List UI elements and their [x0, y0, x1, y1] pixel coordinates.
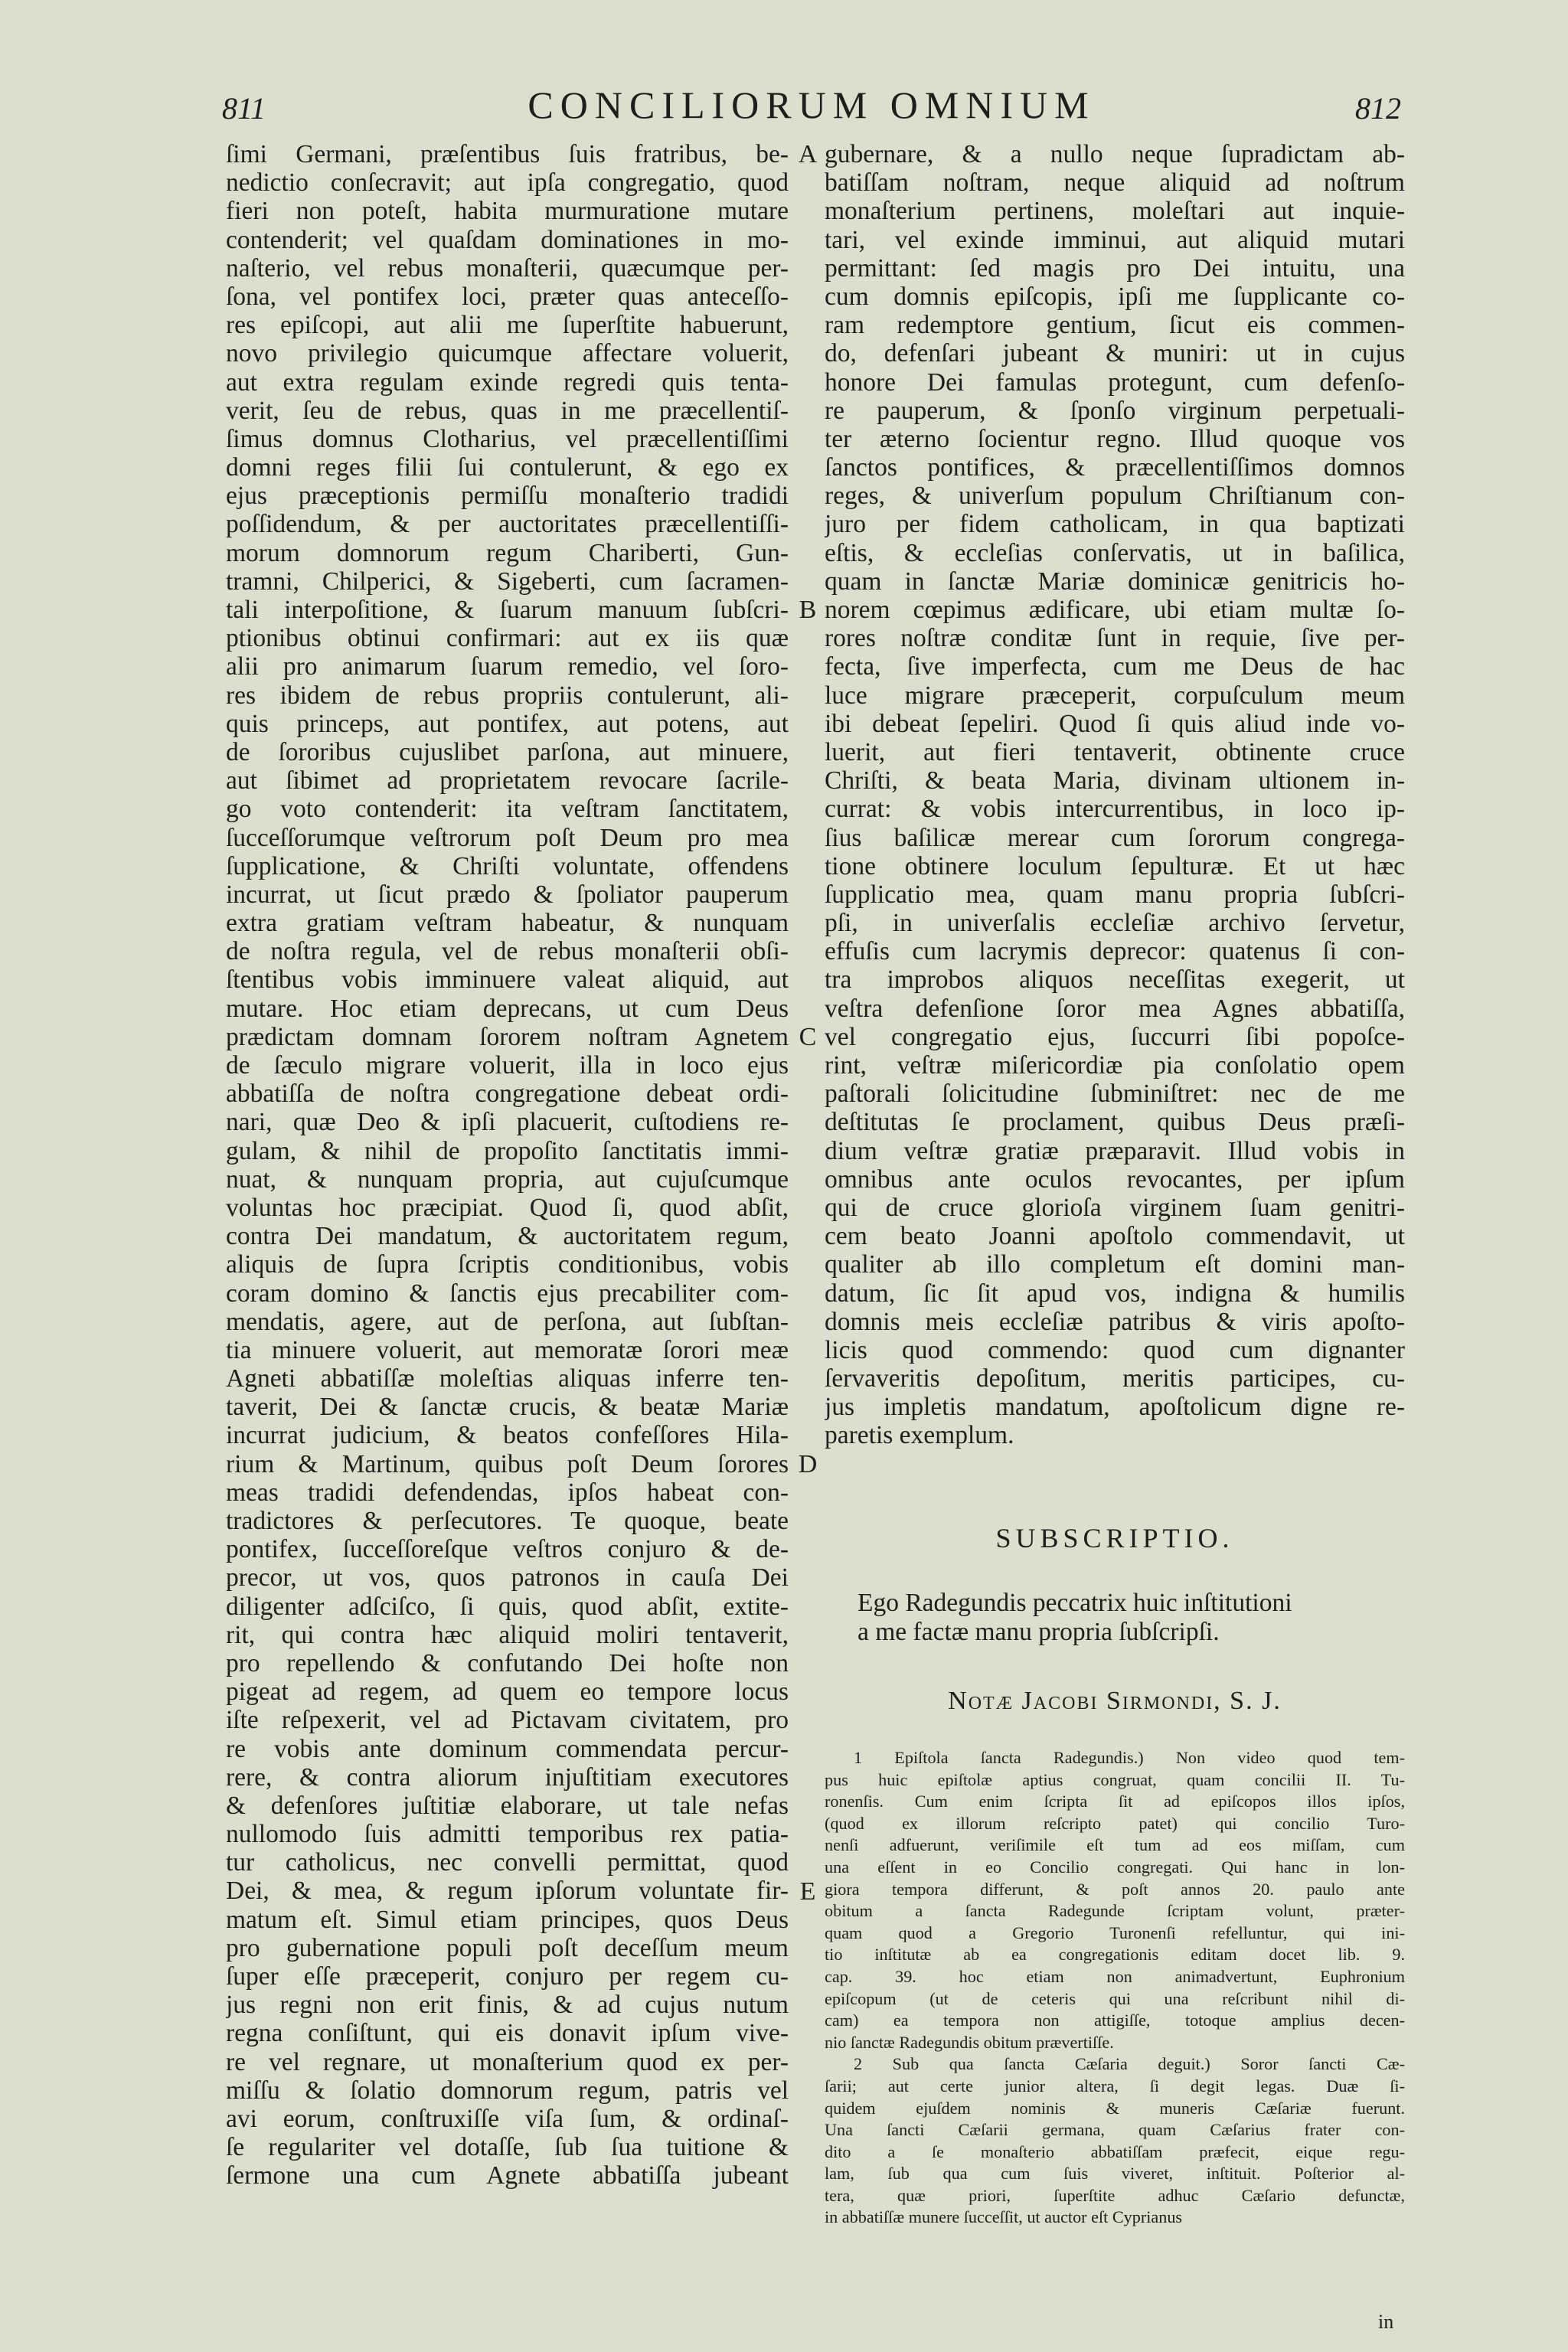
text-line: nedictio conſecravit; aut ipſa congregatio, quod	[226, 168, 789, 198]
text-line: ſimus domnus Clotharius, vel præcellentiſſimi	[226, 424, 789, 453]
text-line: ſimi Germani, præſentibus ſuis fratribus, be-	[226, 140, 789, 168]
text-line: datum, ſic ſit apud vos, indigna & humilis	[825, 1279, 1405, 1308]
margin-letter-c: C	[799, 1023, 817, 1051]
text-line: nari, quæ Deo & ipſi placuerit, cuſtodiens re-	[226, 1108, 789, 1137]
text-line: licis quod commendo: quod cum dignanter	[825, 1335, 1405, 1364]
text-line: taverit, Dei & ſanctæ crucis, & beatæ Mariæ	[226, 1393, 789, 1422]
text-line: domni reges filii ſui contulerunt, & ego ex	[226, 453, 789, 482]
text-line: re vobis ante dominum commendata percur-	[226, 1734, 789, 1763]
text-line: vel congregatio ejus, ſuccurri ſibi popoſce-	[825, 1022, 1405, 1051]
text-line: Dei, & mea, & regum ipſorum voluntate fir-	[226, 1877, 789, 1906]
text-line: incurrat, ut ſicut prædo & ſpoliator pauperum	[226, 880, 789, 909]
text-line: fieri non poteſt, habita murmuratione mutare	[226, 197, 789, 226]
page-number-right: 812	[1355, 91, 1401, 126]
text-line: juro per fidem catholicam, in qua baptizati	[825, 510, 1405, 539]
text-line: rores noſtræ conditæ ſunt in requie, ſive per-	[825, 624, 1405, 653]
subscriptio-line: Ego Radegundis peccatrix huic inſtitutioni	[858, 1589, 1292, 1617]
running-title: CONCILIORUM OMNIUM	[528, 83, 1096, 126]
text-line: contenderit; vel quaſdam dominationes in mo-	[226, 225, 789, 254]
text-line: tia minuere voluerit, aut memoratæ ſorori meæ	[226, 1335, 789, 1364]
text-line: cem beato Joanni apoſtolo commendavit, ut	[825, 1222, 1405, 1251]
text-line: verit, ſeu de rebus, quas in me præcellentiſ-	[226, 396, 789, 425]
text-line: luce migrare præceperit, corpuſculum meum	[825, 681, 1405, 710]
text-line: abbatiſſa de noſtra congregatione debeat ordi-	[226, 1080, 789, 1109]
note-line: 1 Epiſtola ſancta Radegundis.) Non video quod tem-	[854, 1748, 1405, 1767]
text-line: nullomodo ſuis admitti temporibus rex patia-	[226, 1820, 789, 1849]
text-line: eſtis, & eccleſias conſervatis, ut in baſilica,	[825, 538, 1405, 567]
note-line: quidem ejuſdem nominis & muneris Cæſariæ fuerunt.	[825, 2098, 1405, 2118]
text-line: batiſſam noſtram, neque aliquid ad noſtrum	[825, 168, 1405, 198]
text-line: paretis exemplum.	[825, 1421, 1014, 1450]
subscriptio-heading: SUBSCRIPTIO.	[995, 1523, 1234, 1553]
text-line: domnis meis eccleſiæ patribus & viris apoſto-	[825, 1307, 1405, 1336]
text-line: Chriſti, & beata Maria, divinam ultionem in-	[825, 766, 1405, 795]
text-line: pro repellendo & confutando Dei hoſte non	[226, 1648, 789, 1677]
text-line: currat: & vobis intercurrentibus, in loco ip-	[825, 795, 1405, 824]
text-line: re vel regnare, ut monaſterium quod ex per-	[226, 2047, 789, 2076]
page-number-left: 811	[222, 91, 266, 126]
text-line: pontifex, ſucceſſoreſque veſtros conjuro & de-	[226, 1535, 789, 1564]
text-line: go voto contenderit: ita veſtram ſanctitatem,	[226, 795, 789, 824]
text-line: ſucceſſorumque veſtrorum poſt Deum pro mea	[226, 823, 789, 852]
text-line: honore Dei famulas protegunt, cum defenſo-	[825, 368, 1405, 397]
notes-block	[825, 1747, 1405, 2229]
note-line: lam, ſub qua cum ſuis viveret, inſtituit. Poſterior al-	[825, 2164, 1405, 2184]
text-line: gulam, & nihil de propoſito ſanctitatis immi-	[226, 1136, 789, 1165]
text-line: poſſidendum, & per auctoritates præcellentiſſi-	[226, 510, 789, 539]
text-line: ſupplicatio mea, quam manu propria ſubſcri-	[825, 880, 1405, 909]
subscriptio-line: a me factæ manu propria ſubſcripſi.	[858, 1618, 1220, 1646]
note-line: nio ſanctæ Radegundis obitum prævertiſſe.	[825, 2032, 1114, 2052]
text-line: avi eorum, conſtruxiſſe viſa ſum, & ordinaſ-	[226, 2104, 789, 2133]
text-line: res epiſcopi, aut alii me ſuperſtite habuerunt,	[226, 311, 789, 340]
margin-letter-b: B	[799, 596, 817, 624]
text-line: miſſu & ſolatio domnorum regum, patris vel	[226, 2076, 789, 2105]
note-line: ſarii; aut certe junior altera, ſi degit legas. Duæ ſi-	[825, 2076, 1405, 2096]
text-line: ſuper eſſe præceperit, conjuro per regem cu-	[226, 1962, 789, 1991]
text-line: res ibidem de rebus propriis contulerunt, ali-	[226, 681, 789, 710]
text-line: precor, ut vos, quos patronos in cauſa Dei	[226, 1563, 789, 1592]
note-line: obitum a ſancta Radegunde ſcriptam volunt, præter-	[825, 1901, 1405, 1921]
margin-letter-d: D	[798, 1450, 818, 1478]
text-line: dium veſtræ gratiæ præparavit. Illud vobis in	[825, 1136, 1405, 1165]
text-line: diligenter adſciſco, ſi quis, quod abſit, extite-	[226, 1592, 789, 1621]
text-line: pſi, in univerſalis eccleſiæ archivo ſervetur,	[825, 909, 1405, 938]
text-line: quis princeps, aut pontifex, aut potens, aut	[226, 709, 789, 738]
text-line: ſona, vel pontifex loci, præter quas anteceſſo-	[226, 282, 789, 311]
text-line: rere, & contra aliorum injuſtitiam executores	[226, 1762, 789, 1792]
catchword: in	[1378, 2311, 1394, 2333]
text-line: de ſæculo migrare voluerit, illa in loco ejus	[226, 1051, 789, 1080]
text-line: novo privilegio quicumque affectare voluerit,	[226, 339, 789, 368]
text-line: ptionibus obtinui confirmari: aut ex iis quæ	[226, 624, 789, 653]
text-line: permittant: ſed magis pro Dei intuitu, una	[825, 253, 1405, 283]
text-line: effuſis cum lacrymis deprecor: quatenus ſi con-	[825, 937, 1405, 966]
note-line: giora tempora differunt, & poſt annos 20. paulo ante	[825, 1879, 1405, 1899]
text-line: incurrat judicium, & beatos confeſſores Hila-	[226, 1421, 789, 1450]
text-line: ſtentibus vobis imminuere valeat aliquid, aut	[226, 965, 789, 995]
text-line: ſe regulariter vel dotaſſe, ſub ſua tuitione &	[226, 2133, 789, 2162]
text-line: ſervaveritis depoſitum, meritis participes, cu-	[825, 1364, 1405, 1393]
note-line: una eſſent in eo Concilio congregati. Qui hanc in lon-	[825, 1857, 1405, 1877]
text-line: aliquis de ſupra ſcriptis conditionibus, vobis	[226, 1250, 789, 1279]
note-line: quam quod a Gregorio Turonenſi refelluntur, qui ini-	[825, 1922, 1405, 1942]
text-line: tali interpoſitione, & ſuarum manuum ſubſcri-	[226, 596, 789, 624]
note-line: Una ſancti Cæſarii germana, quam Cæſarius frater con-	[825, 2120, 1405, 2140]
text-line: morum domnorum regum Chariberti, Gun-	[226, 538, 789, 567]
text-line: de noſtra regula, vel de rebus monaſterii obſi-	[226, 937, 789, 966]
note-line: cam) ea tempora non attigiſſe, totoque amplius decen-	[825, 2011, 1405, 2030]
text-line: ſius baſilicæ merear cum ſororum congrega-	[825, 823, 1405, 852]
text-line: veſtra defenſione ſoror mea Agnes abbatiſſa,	[825, 994, 1405, 1023]
text-line: do, defenſari jubeant & muniri: ut in cujus	[825, 339, 1405, 368]
text-line: deſtitutas ſe proclament, quibus Deus præſi-	[825, 1108, 1405, 1137]
text-line: ibi debeat ſepeliri. Quod ſi quis aliud inde vo-	[825, 709, 1405, 738]
text-line: matum eſt. Simul etiam principes, quos Deus	[226, 1905, 789, 1934]
note-line: (quod ex illorum reſcripto patet) qui concilio Turo-	[825, 1813, 1405, 1833]
margin-letter-e: E	[799, 1877, 816, 1906]
note-line: tera, quæ priori, ſuperſtite adhuc Cæſario defunctæ,	[825, 2185, 1405, 2205]
text-line: jus regni non erit finis, & ad cujus nutum	[226, 1991, 789, 2020]
text-line: prædictam domnam ſororem noſtram Agnetem	[226, 1022, 789, 1051]
text-line: tramni, Chilperici, & Sigeberti, cum ſacramen-	[226, 567, 789, 596]
text-line: aut ſibimet ad proprietatem revocare ſacrile-	[226, 766, 789, 795]
text-line: mendatis, agere, aut de perſona, aut ſubſtan-	[226, 1307, 789, 1336]
text-line: cum domnis epiſcopis, ipſi me ſupplicante co-	[825, 282, 1405, 311]
text-line: fecta, ſive imperfecta, cum me Deus de hac	[825, 652, 1405, 681]
note-line: cap. 39. hoc etiam non animadvertunt, Euphronium	[825, 1966, 1405, 1986]
note-line: ronenſis. Cum enim ſcripta ſit ad epiſcopos illos ipſos,	[825, 1792, 1405, 1811]
text-line: extra gratiam veſtram habeatur, & nunquam	[226, 909, 789, 938]
text-line: quam in ſanctæ Mariæ dominicæ genitricis ho-	[825, 567, 1405, 596]
text-line: tari, vel exinde imminui, aut aliquid mutari	[825, 225, 1405, 254]
text-line: ejus præceptionis permiſſu monaſterio tradidi	[226, 482, 789, 511]
subscriptio-text	[858, 1589, 1405, 1647]
text-line: voluntas hoc præcipiat. Quod ſi, quod abſit,	[226, 1193, 789, 1222]
text-line: rint, veſtræ miſericordiæ pia conſolatio opem	[825, 1051, 1405, 1080]
text-line: gubernare, & a nullo neque ſupradictam ab-	[825, 140, 1405, 168]
text-line: naſterio, vel rebus monaſterii, quæcumque per-	[226, 253, 789, 283]
note-line: tio inſtitutæ ab ea congregationis editam docet lib. 9.	[825, 1945, 1405, 1965]
text-line: coram domino & ſanctis ejus precabiliter com-	[226, 1279, 789, 1308]
note-line: dito a ſe monaſterio abbatiſſam præfecit, eique regu-	[825, 2141, 1405, 2161]
text-line: ſermone una cum Agnete abbatiſſa jubeant	[226, 2161, 789, 2190]
text-line: tra improbos aliquos neceſſitas exegerit, ut	[825, 965, 1405, 995]
text-line: qualiter ab illo completum eſt domini man-	[825, 1250, 1405, 1279]
text-line: regna conſiſtunt, qui eis donavit ipſum vive-	[226, 2019, 789, 2048]
margin-letter-a: A	[798, 140, 818, 168]
text-line: meas tradidi defendendas, ipſos habeat con-	[226, 1478, 789, 1507]
text-line: reges, & univerſum populum Chriſtianum con-	[825, 482, 1405, 511]
note-line: in abbatiſſæ munere ſucceſſit, ut auctor eſt Cyprianus	[825, 2207, 1183, 2227]
text-line: monaſterium pertinens, moleſtari aut inquie-	[825, 197, 1405, 226]
text-line: tradictores & perſecutores. Te quoque, beate	[226, 1507, 789, 1535]
note-line: 2 Sub qua ſancta Cæſaria deguit.) Soror ſancti Cæ-	[854, 2054, 1405, 2074]
text-line: nuat, & nunquam propria, aut cujuſcumque	[226, 1165, 789, 1194]
text-line: ſupplicatione, & Chriſti voluntate, offendens	[226, 851, 789, 880]
text-line: alii pro animarum ſuarum remedio, vel ſoro-	[226, 652, 789, 681]
text-line: mutare. Hoc etiam deprecans, ut cum Deus	[226, 994, 789, 1023]
text-line: de ſororibus cujuslibet parſona, aut minuere,	[226, 737, 789, 766]
text-line: & defenſores juſtitiæ elaborare, ut tale nefas	[226, 1791, 789, 1820]
text-line: omnibus ante oculos revocantes, per ipſum	[825, 1165, 1405, 1194]
right-column	[825, 140, 1405, 1450]
text-line: tur catholicus, nec convelli permittat, quod	[226, 1848, 789, 1877]
text-line: ram redemptore gentium, ſicut eis commen-	[825, 311, 1405, 340]
text-line: paſtorali ſolicitudine ſubminiſtret: nec de me	[825, 1080, 1405, 1109]
note-line: pus huic epiſtolæ aptius congruat, quam concilii II. Tu-	[825, 1769, 1405, 1789]
text-line: jus impletis mandatum, apoſtolicum digne re-	[825, 1393, 1405, 1422]
text-line: luerit, aut fieri tentaverit, obtinente cruce	[825, 737, 1405, 766]
text-line: iſte reſpexerit, vel ad Pictavam civitatem, pro	[226, 1706, 789, 1735]
note-line: nenſi adfuerunt, veriſimile eſt tum ad eos miſſam, cum	[825, 1835, 1405, 1855]
text-line: ter æterno ſocientur regno. Illud quoque vos	[825, 424, 1405, 453]
text-line: contra Dei mandatum, & auctoritatem regum,	[226, 1222, 789, 1251]
text-line: tione obtinere loculum ſepulturæ. Et ut hæc	[825, 851, 1405, 880]
text-line: rium & Martinum, quibus poſt Deum ſorores	[226, 1449, 789, 1478]
note-line: epiſcopum (ut de ceteris qui una reſcribunt nihil di-	[825, 1988, 1405, 2008]
text-line: aut extra regulam exinde regredi quis tenta-	[226, 368, 789, 397]
text-line: Agneti abbatiſſæ moleſtias aliquas inferre ten-	[226, 1364, 789, 1393]
text-line: pigeat ad regem, ad quem eo tempore locus	[226, 1677, 789, 1707]
notes-heading: Notæ Jacobi Sirmondi, S. J.	[948, 1687, 1282, 1715]
text-line: norem cœpimus ædificare, ubi etiam multæ ſo-	[825, 596, 1405, 624]
text-line: qui de cruce glorioſa virginem ſuam genitri-	[825, 1193, 1405, 1222]
running-head	[222, 83, 1401, 136]
text-line: ſanctos pontifices, & præcellentiſſimos domnos	[825, 453, 1405, 482]
text-line: rit, qui contra hæc aliquid moliri tentaverit,	[226, 1620, 789, 1649]
text-line: pro gubernatione populi poſt deceſſum meum	[226, 1933, 789, 1962]
text-line: re pauperum, & ſponſo virginum perpetuali-	[825, 396, 1405, 425]
left-column	[226, 140, 789, 2190]
